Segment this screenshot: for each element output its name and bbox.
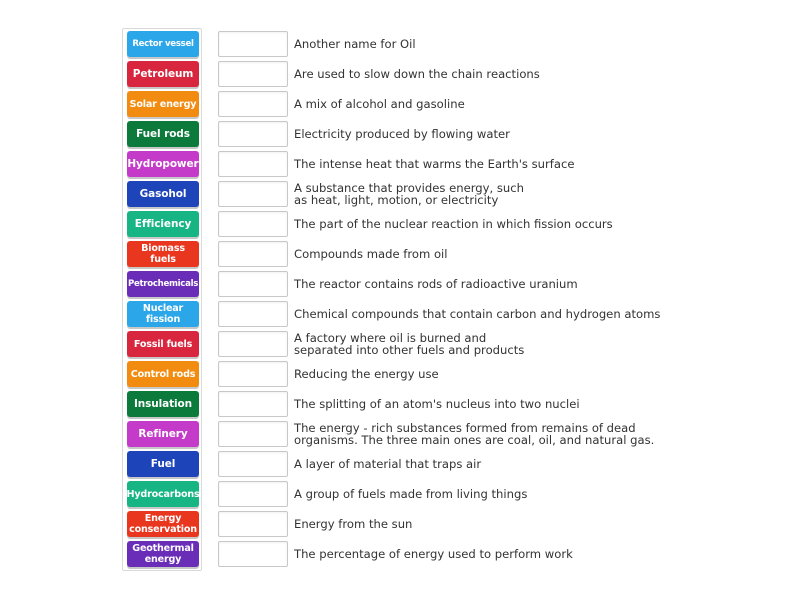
- tile-rector-vessel[interactable]: Rector vessel: [127, 31, 199, 57]
- drop-target[interactable]: [218, 211, 288, 237]
- tile-energy-conservation[interactable]: Energy conservation: [127, 511, 199, 537]
- match-row: [218, 121, 678, 147]
- tile-solar-energy[interactable]: Solar energy: [127, 91, 199, 117]
- match-row: [218, 421, 678, 447]
- tile-insulation[interactable]: Insulation: [127, 391, 199, 417]
- match-row: [218, 361, 678, 387]
- tile-nuclear-fission[interactable]: Nuclear fission: [127, 301, 199, 327]
- tile-refinery[interactable]: Refinery: [127, 421, 199, 447]
- tile-gasohol[interactable]: Gasohol: [127, 181, 199, 207]
- definition-text: The part of the nuclear reaction in which fission occurs: [294, 216, 613, 231]
- match-row: [218, 31, 678, 57]
- drop-target[interactable]: [218, 151, 288, 177]
- drop-target[interactable]: [218, 181, 288, 207]
- match-row: [218, 271, 678, 297]
- tile-geothermal-energy[interactable]: Geothermal energy: [127, 541, 199, 567]
- definition-text: The splitting of an atom's nucleus into two nuclei: [294, 396, 580, 411]
- match-row: [218, 541, 678, 567]
- match-row: [218, 151, 678, 177]
- definition-text: The reactor contains rods of radioactive uranium: [294, 276, 578, 291]
- definition-text: A group of fuels made from living things: [294, 486, 528, 501]
- tile-control-rods[interactable]: Control rods: [127, 361, 199, 387]
- definition-text: A factory where oil is burned and separated into other fuels and products: [294, 330, 525, 357]
- match-row: [218, 391, 678, 417]
- drop-target[interactable]: [218, 481, 288, 507]
- match-row: [218, 181, 678, 207]
- drop-target[interactable]: [218, 511, 288, 537]
- drop-target[interactable]: [218, 271, 288, 297]
- tile-bank: [122, 28, 202, 571]
- drop-target[interactable]: [218, 91, 288, 117]
- match-row: [218, 241, 678, 267]
- drop-target[interactable]: [218, 241, 288, 267]
- tile-fuel[interactable]: Fuel: [127, 451, 199, 477]
- match-row: [218, 211, 678, 237]
- match-row: [218, 61, 678, 87]
- drop-target[interactable]: [218, 391, 288, 417]
- match-row: [218, 511, 678, 537]
- definition-text: The intense heat that warms the Earth's surface: [294, 156, 575, 171]
- tile-fossil-fuels[interactable]: Fossil fuels: [127, 331, 199, 357]
- drop-target[interactable]: [218, 541, 288, 567]
- drop-target[interactable]: [218, 451, 288, 477]
- definition-text: Another name for Oil: [294, 36, 416, 51]
- match-row: [218, 481, 678, 507]
- tile-efficiency[interactable]: Efficiency: [127, 211, 199, 237]
- tile-hydrocarbons[interactable]: Hydrocarbons: [127, 481, 199, 507]
- drop-target[interactable]: [218, 301, 288, 327]
- definition-text: Compounds made from oil: [294, 246, 448, 261]
- tile-petroleum[interactable]: Petroleum: [127, 61, 199, 87]
- match-row: [218, 331, 678, 357]
- drop-target[interactable]: [218, 121, 288, 147]
- tile-hydropower[interactable]: Hydropower: [127, 151, 199, 177]
- drop-target[interactable]: [218, 361, 288, 387]
- definition-text: The energy - rich substances formed from remains of dead organisms. The three main ones are coal, oil, and natural gas.: [294, 420, 655, 447]
- definition-text: A mix of alcohol and gasoline: [294, 96, 465, 111]
- tile-fuel-rods[interactable]: Fuel rods: [127, 121, 199, 147]
- definition-text: Electricity produced by flowing water: [294, 126, 510, 141]
- match-row: [218, 91, 678, 117]
- definition-text: Chemical compounds that contain carbon and hydrogen atoms: [294, 306, 661, 321]
- definition-text: Reducing the energy use: [294, 366, 439, 381]
- match-row: [218, 301, 678, 327]
- definition-text: A substance that provides energy, such as heat, light, motion, or electricity: [294, 180, 524, 207]
- definition-text: A layer of material that traps air: [294, 456, 482, 471]
- drop-target[interactable]: [218, 421, 288, 447]
- tile-petrochemicals[interactable]: Petrochemicals: [127, 271, 199, 297]
- definition-text: Energy from the sun: [294, 516, 413, 531]
- drop-target[interactable]: [218, 31, 288, 57]
- tile-biomass-fuels[interactable]: Biomass fuels: [127, 241, 199, 267]
- definition-text: Are used to slow down the chain reactions: [294, 66, 540, 81]
- drop-target[interactable]: [218, 331, 288, 357]
- match-row: [218, 451, 678, 477]
- drop-target[interactable]: [218, 61, 288, 87]
- definition-text: The percentage of energy used to perform work: [294, 546, 573, 561]
